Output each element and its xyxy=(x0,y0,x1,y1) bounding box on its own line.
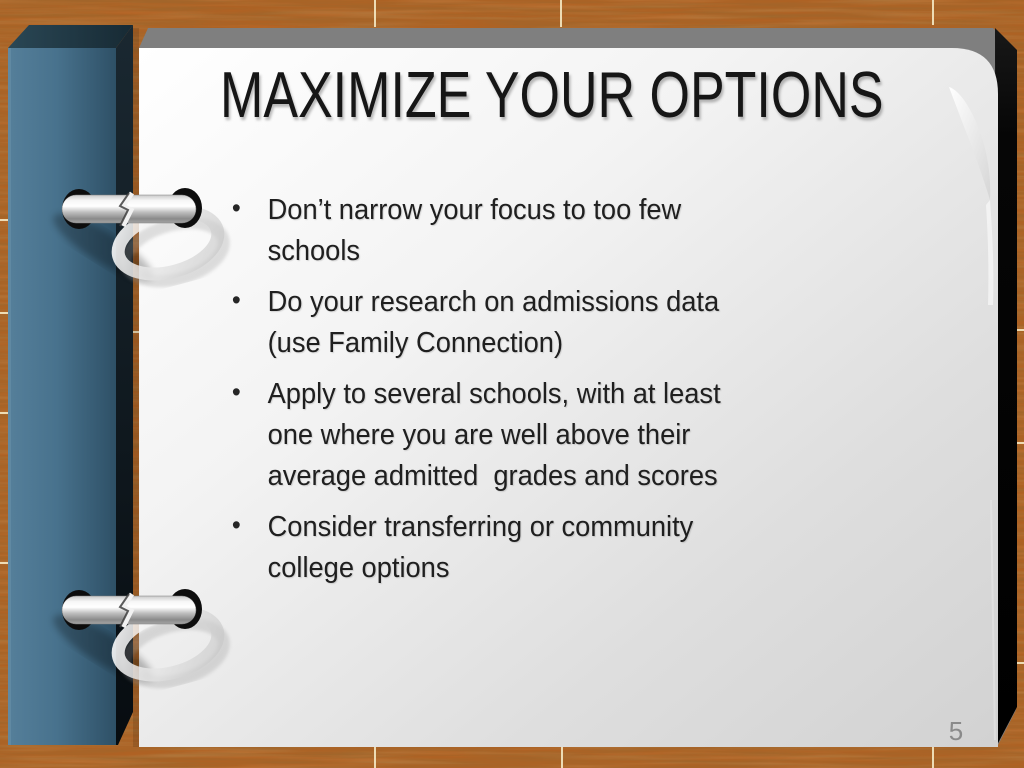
bullet-text xyxy=(268,190,813,272)
bullet-text xyxy=(268,374,813,497)
bullet-line: Apply to several schools, with at least xyxy=(267,378,721,410)
bullet-line: Consider transferring or community xyxy=(267,511,694,543)
bullet-item xyxy=(230,282,813,364)
bullet-line: Do your research on admissions data xyxy=(267,286,720,318)
bullet-marker-icon: • xyxy=(231,285,241,315)
bullet-line: average admitted grades and scores xyxy=(267,460,718,492)
binder-spine-top xyxy=(8,25,133,48)
notebook-side-shadow xyxy=(995,28,1017,747)
bullet-line: schools xyxy=(267,235,361,267)
bullet-list xyxy=(230,190,813,599)
bullet-line: one where you are well above their xyxy=(267,419,691,451)
slide-title: MAXIMIZE YOUR OPTIONS xyxy=(220,58,884,131)
page-number: 5 xyxy=(948,716,964,746)
spine-edge-highlight xyxy=(8,48,11,745)
bullet-line: (use Family Connection) xyxy=(267,327,564,359)
bullet-marker-icon: • xyxy=(231,510,241,540)
bullet-text xyxy=(268,282,813,364)
bullet-item xyxy=(230,190,813,272)
bullet-marker-icon: • xyxy=(231,193,241,223)
bullet-marker-icon: • xyxy=(231,377,241,407)
bullet-text xyxy=(268,507,813,589)
bullet-item xyxy=(230,374,813,497)
bullet-line: college options xyxy=(267,552,450,584)
bullet-item xyxy=(230,507,813,589)
bullet-line: Don’t narrow your focus to too few xyxy=(267,194,682,226)
